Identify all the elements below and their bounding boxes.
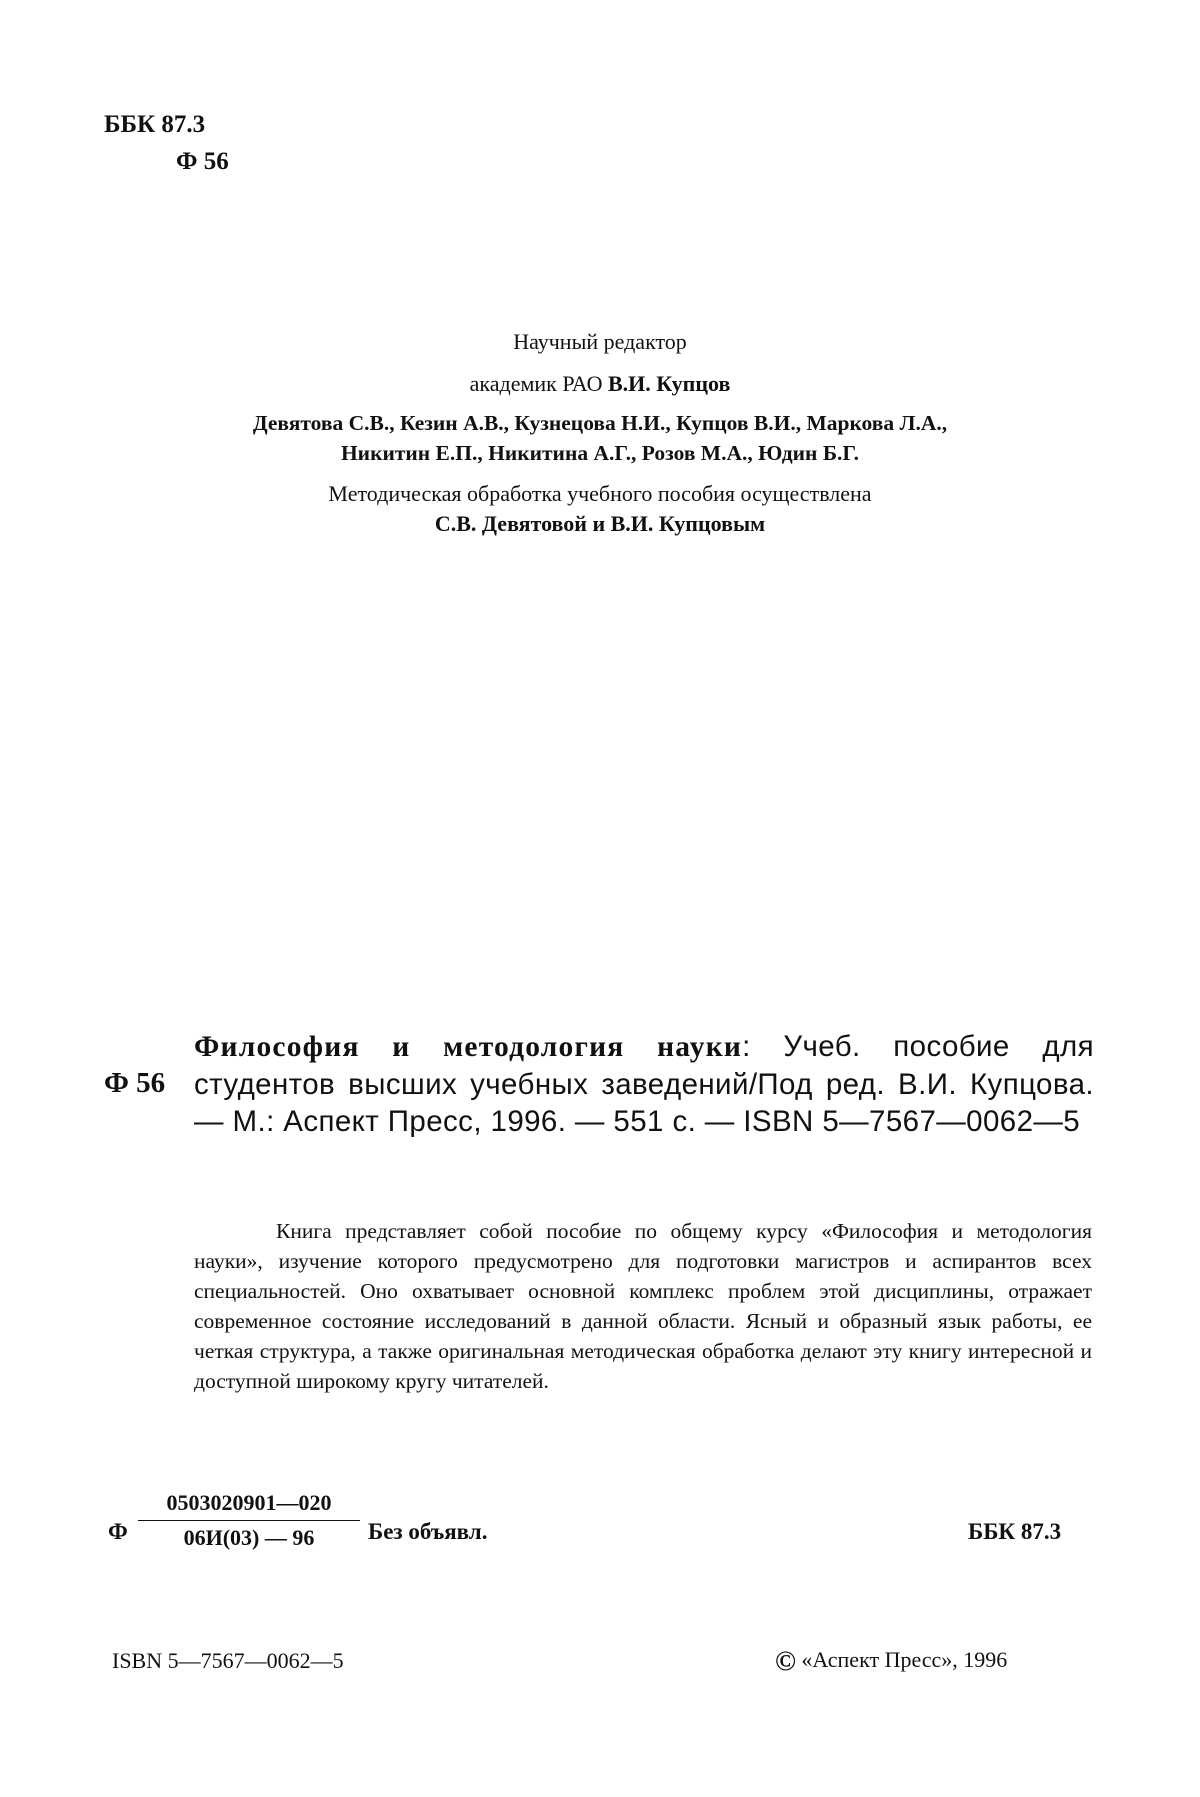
- price-code-denominator: 06И(03) — 96: [183, 1525, 315, 1550]
- authors-line-1: Девятова С.В., Кезин А.В., Кузнецова Н.И., Купцов В.И., Маркова Л.А.,: [252, 411, 948, 435]
- copyright-notice: [775, 1646, 1007, 1678]
- editor-label: Научный редактор: [513, 329, 687, 354]
- bbk-code-bottom: ББК 87.3: [968, 1519, 1062, 1544]
- editor-name: В.И. Купцов: [607, 371, 731, 396]
- price-code-letter: Ф: [108, 1519, 128, 1544]
- price-code-numerator: 0503020901—020: [138, 1490, 360, 1521]
- copyright-text: «Аспект Пресс», 1996: [795, 1647, 1008, 1672]
- price-code-fraction: [138, 1490, 360, 1551]
- no-announcement-note: Без объявл.: [368, 1519, 488, 1544]
- copyright-icon: ©: [775, 1646, 796, 1677]
- method-note: Методическая обработка учебного пособия осуществлена: [328, 481, 872, 506]
- annotation-paragraph: Книга представляет собой пособие по общему курсу «Философия и методология науки», изучение которого предусмотрено для подготовки магистров и аспирантов всех специальностей. Оно охватывает основной комплекс проблем этой дисциплины, отражает современное состояние исследований в данной области. Ясный и образный язык работы, ее четкая структура, а также оригинальная методическая обработка делают эту книгу интересной и доступной широкому кругу читателей.: [194, 1219, 1092, 1393]
- authors-line-2: Никитин Е.П., Никитина А.Г., Розов М.А., Юдин Б.Г.: [340, 441, 860, 465]
- method-authors: С.В. Девятовой и В.И. Купцовым: [434, 511, 766, 536]
- editor-line: [100, 368, 1100, 400]
- author-index-margin: Ф 56: [104, 1067, 166, 1099]
- author-index-top: Ф 56: [176, 148, 229, 175]
- bibliographic-entry: [194, 1028, 1094, 1140]
- book-title: Философия и методология науки: [194, 1031, 743, 1063]
- book-description: : Учеб. пособие для студентов высших учебных заведений/Под ред. В.И. Купцова. — М.: Аспект Пресс, 1996. — 551 с. — ISBN 5—7567—0062—5: [194, 1030, 1095, 1138]
- isbn-footer: ISBN 5—7567—0062—5: [112, 1648, 344, 1673]
- bbk-code-top: ББК 87.3: [104, 111, 206, 138]
- editor-title: академик РАО: [469, 371, 608, 396]
